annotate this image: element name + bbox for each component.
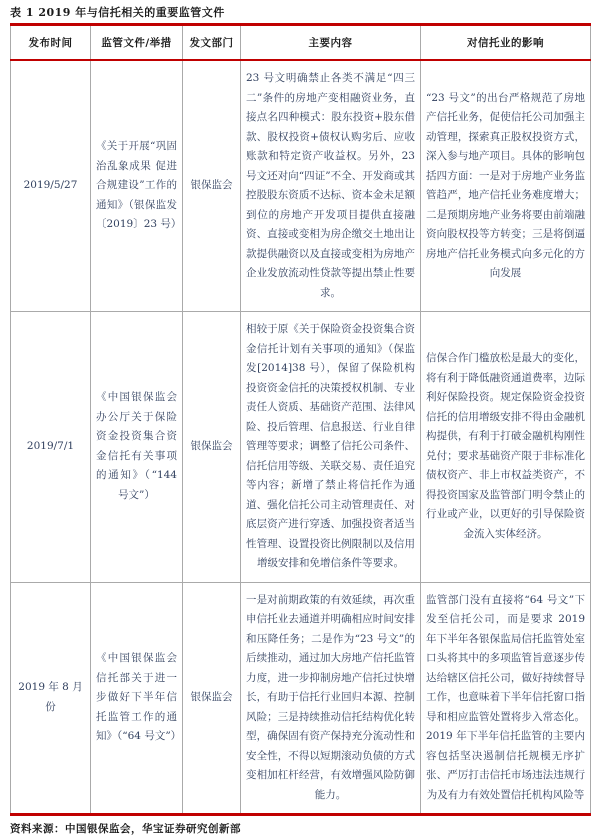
header-publish-date: 发布时间	[11, 25, 91, 61]
cell-date: 2019/5/27	[11, 60, 91, 312]
regulation-table	[10, 23, 591, 816]
cell-department: 银保监会	[183, 60, 241, 312]
report-page	[0, 4, 600, 835]
cell-document: 《中国银保监会信托部关于进一步做好下半年信托监管工作的通知》（“64 号文”）	[91, 582, 183, 815]
cell-impact: “23 号文”的出台严格规范了房地产信托业务，促使信托公司加强主动管理，探索真正股权投资方式，深入参与地产项目。具体的影响包括四方面：一是对于房地产业务监管趋严，地产信托业务难度增大；二是预期房地产业务将要由前端融资向股权投等方转变；三是将倒逼房地产信托业务模式向多元化的方向发展	[421, 60, 591, 312]
cell-impact: 信保合作门槛放松是最大的变化，将有利于降低融资通道费率，边际利好保险投资。规定保险资金投资信托的信用增级安排不得由金融机构提供，有利于打破金融机构刚性兑付；要求基础资产限于非标准化债权资产、非上市权益类资产，不得投资国家及监管部门明令禁止的行业或产业，以更好的引导保险资金流入实体经济。	[421, 312, 591, 583]
cell-document: 《关于开展“巩固治乱象成果 促进合规建设”工作的通知》（银保监发〔2019〕23 号）	[91, 60, 183, 312]
table-title: 表 1 2019 年与信托相关的重要监管文件	[10, 6, 225, 19]
cell-date: 2019/7/1	[11, 312, 91, 583]
cell-date: 2019 年 8 月份	[11, 582, 91, 815]
data-source-note: 资料来源：中国银保监会，华宝证券研究创新部	[10, 823, 241, 835]
cell-content: 相较于原《关于保险资金投资集合资金信托计划有关事项的通知》（保监发[2014]38 号），保留了保险机构投资资金信托的决策授权机制、专业责任人资质、基础资产范围、法律风险、投后管理、信息报送、行业自律管理等要求；调整了信托公司条件、信托信用等级、关联交易、责任追究等内容；新增了禁止将信托作为通道、强化信托公司主动管理责任、对底层资产进行穿透、加强投资者适当性管理、设置投资比例限制以及信用增级安排和免增信条件等要求。	[241, 312, 421, 583]
table-header-row	[11, 25, 591, 61]
header-impact: 对信托业的影响	[421, 25, 591, 61]
table-row	[11, 60, 591, 312]
header-main-content: 主要内容	[241, 25, 421, 61]
table-row	[11, 312, 591, 583]
header-document: 监管文件/举措	[91, 25, 183, 61]
header-department: 发文部门	[183, 25, 241, 61]
cell-document: 《中国银保监会办公厅关于保险资金投资集合资金信托有关事项的通知》（“144 号文”）	[91, 312, 183, 583]
cell-impact: 监管部门没有直接将“64 号文”下发至信托公司，而是要求 2019 年下半年各银保监局信托监管处室口头将其中的多项监管旨意逐步传达给辖区信托公司，做好持续督导工作，也意味着下半年信托窗口指导和相应监管处置将步入常态化。2019 年下半年信托监管的主要内容包括坚决遏制信托规模无序扩张、严厉打击信托市场违法违规行为及有力有效处置信托机构风险等	[421, 582, 591, 815]
table-row	[11, 582, 591, 815]
cell-department: 银保监会	[183, 582, 241, 815]
cell-content: 23 号文明确禁止各类不满足“四三二”条件的房地产变相融资业务，直接点名四种模式：股东投资+股东借款、股权投资+债权认购劣后、应收账款和特定资产收益权。另外，23 号文还对向“四证”不全、开发商或其控股股东资质不达标、资本金未足额到位的房地产开发项目提供直接融资、直接或变相为房企缴交土地出让款提供融资以及直接或变相为房地产企业发放流动性贷款等提出禁止性要求。	[241, 60, 421, 312]
cell-content: 一是对前期政策的有效延续，再次重申信托业去通道并明确相应时间安排和压降任务；二是作为“23 号文”的后续推动，通过加大房地产信托监管力度，进一步抑制房地产信托过快增长，有助于信托行业回归本源、控制风险；三是持续推动信托结构优化转型，确保固有资产保持充分流动性和安全性，不得以短期滚动负债的方式变相加杠杆经营，有效增强风险防御能力。	[241, 582, 421, 815]
cell-department: 银保监会	[183, 312, 241, 583]
